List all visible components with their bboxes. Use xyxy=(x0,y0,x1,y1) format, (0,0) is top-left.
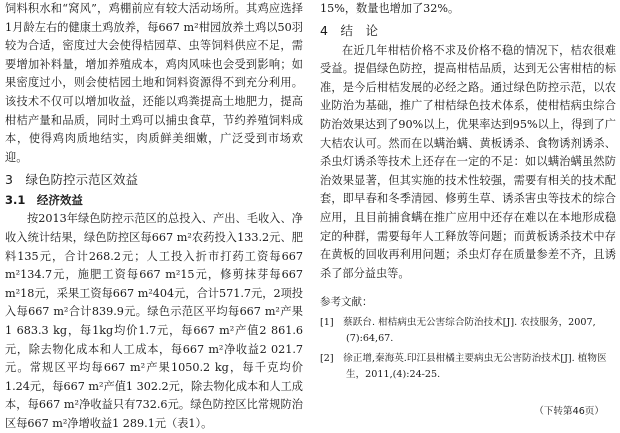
reference-item: [1] 蔡跃台. 柑桔病虫无公害综合防治技术[J]. 农技服务，2007,(7):64,67. xyxy=(320,317,596,345)
economic-benefit-paragraph: 按2013年绿色防控示范区的总投入、产出、毛收入、净收入统计结果，绿色防控区每667 m²农药投入133.2元、肥料135元，合计268.2元；人工投入折市打药工资每667 m²134.7元，施肥工资每667 m²15元，修剪抹芽每667 m²18元，采果工资每667 m²404元，合计571.7元，2项投入每667 m²合计839.9元。绿色示范区平均每667 m²产果1 683.3 kg，每1kg均价1.7元，每667 m²产值2 861.6元，除去物化成本和人工成本，每667 m²净收益2 021.7元。常规区平均每667 m²产果1050.2 kg，每千克均价1.24元，每667 m²产值1 302.2元，除去物化成本和人工成本，每667 m²净收益只有732.6元。绿色防控区比常规防治区每667 m²净增收益1 289.1元（表1）。 xyxy=(5,212,303,430)
section-3-heading: 3 绿色防控示范区效益 xyxy=(5,172,138,188)
section-3-1-heading: 3.1 经济效益 xyxy=(5,193,83,208)
reference-item: [2] 徐正增,秦海英.印江县柑橘主要病虫无公害防治技术[J]. 植物医生，2011,(4):24-25. xyxy=(320,353,607,381)
section-4-heading: 4 结 论 xyxy=(320,22,378,38)
references-heading: 参考文献： xyxy=(320,296,373,309)
right-column xyxy=(320,0,616,383)
top-paragraph: 15%，数量也增加了32%。 xyxy=(320,2,460,15)
left-column xyxy=(5,0,303,433)
continued-note: （下转第46页） xyxy=(534,406,604,417)
intro-paragraph: 饲料积水和“窝风”，鸡棚前应有较大活动场所。其鸡应选择1月龄左右的健康土鸡放养，每667 m²柑园放养土鸡以50羽较为合适，密度过大会使得桔园草、虫等饲料供应不足，需要增加补料量，增加养殖成本，鸡肉风味也会受到影响；如果密度过小，则会使桔园土地和饲料资源得不到充分利用。该技术不仅可以增加收益，还能以鸡粪提高土地肥力，提高柑桔产量和品质，同时土鸡可以捕虫食草，节约养殖饲料成本，使得鸡肉质地结实，肉质鲜美细嫩，广泛受到市场欢迎。 xyxy=(5,2,303,164)
conclusion-paragraph: 在近几年柑桔价格不求及价格不稳的情况下，桔农很难受益。提倡绿色防控，提高柑桔品质，达到无公害柑桔的标准，是今后柑桔发展的必经之路。通过绿色防控示范，以农业防治为基础，推广了柑桔绿色技术体系，使柑桔病虫综合防治效果达到了90%以上，优果率达到95%以上，得到了广大桔农认可。然而在以螨治螨、黄板诱杀、食物诱剂诱杀、杀虫灯诱杀等技术上还存在一定的不足：如以螨治螨虽然防治效果显著，但其实施的技术性较强，需要有相关的技术配套，即早春和冬季清园、修剪生草、诱杀害虫等技术的综合应用，且目前捕食螨在推广应用中还存在难以在本地形成稳定的种群，需要每年人工释放等问题；而黄板诱杀技术中存在黄板的回收再利用问题；杀虫灯存在质量参差不齐，且诱杀了部分益虫等。 xyxy=(320,43,616,280)
